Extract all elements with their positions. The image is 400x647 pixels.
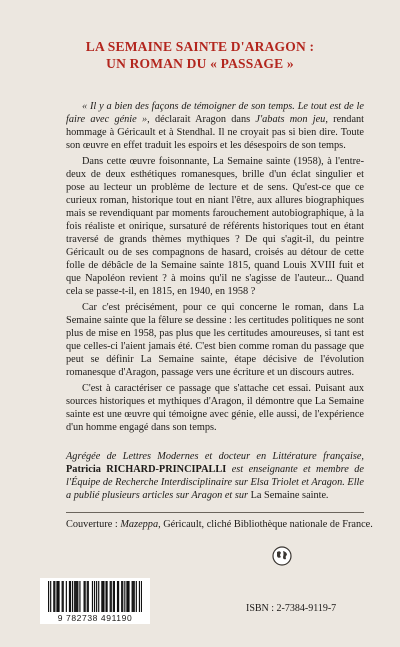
barcode-bar <box>50 581 51 612</box>
barcode-bar <box>101 581 102 612</box>
barcode-bar <box>75 581 76 612</box>
divider <box>66 512 364 513</box>
author-name: Patricia RICHARD-PRINCIPALLI <box>66 464 227 475</box>
barcode-bar <box>53 581 54 612</box>
barcode-bar <box>85 581 86 612</box>
bio-text-a: Agrégée de Lettres Modernes et docteur en Littérature française, <box>66 451 364 462</box>
barcode-bar <box>96 581 97 612</box>
barcode-bar <box>72 581 73 612</box>
book-title <box>0 38 400 72</box>
barcode-bar <box>84 581 85 612</box>
barcode-bar <box>94 581 95 612</box>
barcode-bar <box>127 581 128 612</box>
barcode-bar <box>102 581 103 612</box>
bio-text-c: . <box>326 490 329 501</box>
cover-label: Couverture : <box>66 519 121 530</box>
barcode-bar <box>118 581 119 612</box>
barcode-bar <box>105 581 106 612</box>
bio-text-b: est enseignante et membre de l'Équipe de Recherche Interdisciplinaire sur Elsa Triolet et Aragon. Elle a publié plusieurs articles sur Aragon et sur <box>66 464 364 501</box>
author-bio <box>66 450 364 502</box>
barcode-bar <box>87 581 88 612</box>
barcode-bar <box>58 581 59 612</box>
barcode-bar <box>62 581 63 612</box>
barcode-bar <box>76 581 77 612</box>
cover-work-title: Mazeppa <box>120 519 159 530</box>
barcode <box>40 578 150 624</box>
publisher-globe-icon <box>272 546 292 566</box>
barcode-bar <box>63 581 64 612</box>
barcode-bar <box>133 581 134 612</box>
barcode-bar <box>122 581 123 612</box>
barcode-bar <box>106 581 107 612</box>
barcode-bar <box>74 581 75 612</box>
barcode-bar <box>136 581 137 612</box>
barcode-bar <box>117 581 118 612</box>
paragraph-1-text-b: , rendant hommage à Géricault et à Stendhal. Il ne croyait pas si bien dire. Toute son œuvre en effet traduit les espoirs et les désespoirs de son temps. <box>66 114 365 151</box>
barcode-bar <box>110 581 111 612</box>
title-line-2: UN ROMAN DU « PASSAGE » <box>106 56 294 71</box>
barcode-bar <box>134 581 135 612</box>
barcode-bar <box>139 581 140 612</box>
barcode-bar <box>66 581 67 612</box>
barcode-bar <box>56 581 57 612</box>
barcode-bar <box>92 581 93 612</box>
barcode-bar <box>79 581 80 612</box>
barcode-bar <box>124 581 125 612</box>
paragraph-1 <box>66 100 364 152</box>
barcode-bar <box>132 581 133 612</box>
cover-text: , Géricault, cliché Bibliothèque nationale de France. <box>158 519 373 530</box>
paragraph-4: C'est à caractériser ce passage que s'attache cet essai. Puisant aux sources historiques et mythiques d'Aragon, il démontre que La Semaine sainte est une œuvre qui témoigne avec génie, elle aussi, de l'expérience d'un homme engagé dans son temps. <box>66 383 364 433</box>
barcode-bars <box>48 581 142 612</box>
barcode-bar <box>103 581 104 612</box>
title-line-1: LA SEMAINE SAINTE D'ARAGON : <box>85 39 315 54</box>
barcode-bar <box>69 581 70 612</box>
barcode-number: 9 782738 491190 <box>57 613 133 623</box>
work-title-jabats: J'abats mon jeu <box>255 114 326 125</box>
barcode-bar <box>77 581 78 612</box>
barcode-bar <box>111 581 112 612</box>
paragraph-2: Dans cette œuvre foisonnante, La Semaine sainte (1958), à l'entre-deux de deux esthétiques romanesques, brille d'un éclat singulier et pose au lecteur un problème de lecture et de sens. Qu'est-ce que ce curieux roman, historique tout en niant l'être, aux allures biographiques mais se revendiquant par moments farouchement autobiographique, à la fois réaliste et onirique, sursaturé de référents historiques tout en étant traversé de grands thèmes mythiques ? De qui s'agit-il, du peintre Géricault ou de ses compagnons de hasard, croisés au détour de cette folle de débâcle de la Semaine sainte 1815, quand Louis XVIII fuit et que Napoléon revient ? à moins qu'il ne s'agisse de l'auteur... Quand cela se passe-t-il, en 1815, en 1940, en 1958 ? <box>66 156 364 297</box>
barcode-bar <box>114 581 115 612</box>
bio-work-title: La Semaine sainte <box>250 490 327 501</box>
barcode-bar <box>113 581 114 612</box>
barcode-bar <box>126 581 127 612</box>
barcode-bar <box>121 581 122 612</box>
paragraph-1-text-a: , déclarait Aragon dans <box>147 114 256 125</box>
barcode-bar <box>70 581 71 612</box>
opening-quote: « Il y a bien des façons de témoigner de son temps. Le tout est de le faire avec génie » <box>66 101 364 125</box>
barcode-bar <box>128 581 129 612</box>
barcode-bar <box>141 581 142 612</box>
barcode-bar <box>48 581 49 612</box>
barcode-bar <box>57 581 58 612</box>
barcode-bar <box>88 581 89 612</box>
barcode-bar <box>98 581 99 612</box>
cover-credit <box>66 518 373 531</box>
paragraph-3: Car c'est précisément, pour ce qui concerne le roman, dans La Semaine sainte que la fêlure se dessine : les certitudes politiques ne sont plus de mise en 1958, pas plus que les certitudes amoureuses, si tant est que celles-ci l'aient jamais été. C'est bien comme roman du passage que peut se définir La Semaine sainte, étape décisive de l'évolution romanesque d'Aragon, passage vers une écriture et un discours autres. <box>66 302 364 378</box>
isbn: ISBN : 2-7384-9119-7 <box>246 603 337 614</box>
barcode-bar <box>54 581 55 612</box>
blurb <box>66 100 364 437</box>
